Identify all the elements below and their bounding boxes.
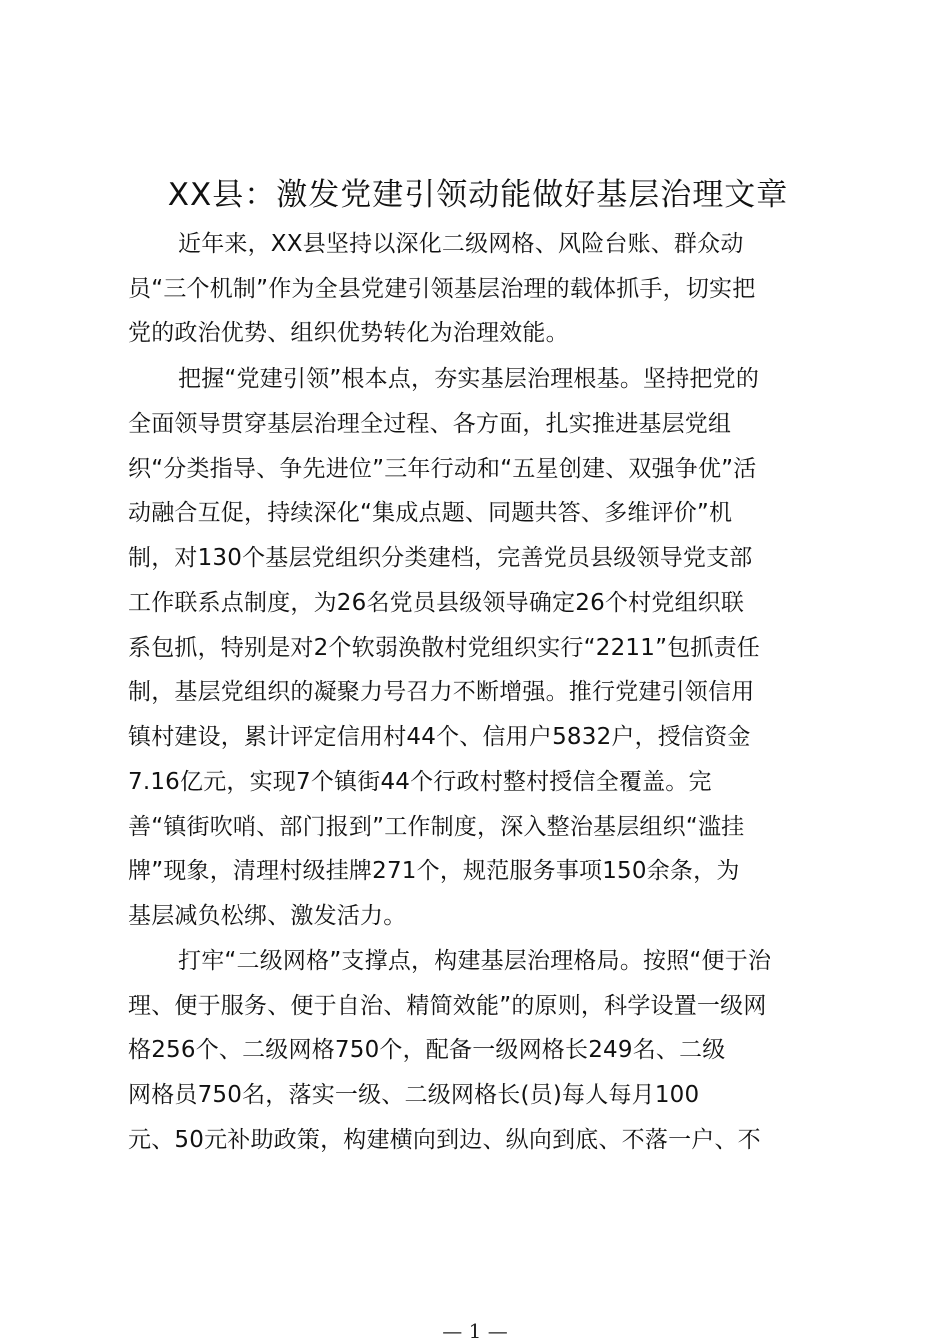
text-line: 员“三个机制”作为全县党建引领基层治理的载体抓手，切实把 xyxy=(128,276,756,302)
text-line: 镇村建设，累计评定信用村44个、信用户5832户，授信资金 xyxy=(128,724,751,750)
text-line: 格256个、二级网格750个，配备一级网格长249名、二级 xyxy=(128,1037,726,1063)
text-line: 党的政治优势、组织优势转化为治理效能。 xyxy=(128,320,569,346)
text-line: 网格员750名，落实一级、二级网格长(员)每人每月100 xyxy=(128,1082,700,1108)
text-line: 制，基层党组织的凝聚力号召力不断增强。推行党建引领信用 xyxy=(128,679,755,705)
text-line: 牌”现象，清理村级挂牌271个，规范服务事项150余条，为 xyxy=(128,858,740,884)
text-line: 打牢“二级网格”支撑点，构建基层治理格局。按照“便于治 xyxy=(178,948,772,974)
text-line: 善“镇街吹哨、部门报到”工作制度，深入整治基层组织“滥挂 xyxy=(128,814,745,840)
text-line: 系包抓，特别是对2个软弱涣散村党组织实行“2211”包抓责任 xyxy=(128,635,760,661)
text-line: 把握“党建引领”根本点，夯实基层治理根基。坚持把党的 xyxy=(178,366,760,392)
document-title: XX县：激发党建引领动能做好基层治理文章 xyxy=(167,177,789,213)
text-line: 理、便于服务、便于自治、精简效能”的原则，科学设置一级网 xyxy=(128,993,767,1019)
page-number: — 1 — xyxy=(442,1319,508,1343)
text-line: 基层减负松绑、激发活力。 xyxy=(128,903,407,929)
text-line: 工作联系点制度，为26名党员县级领导确定26个村党组织联 xyxy=(128,590,745,616)
text-line: 动融合互促，持续深化“集成点题、同题共答、多维评价”机 xyxy=(128,500,733,526)
text-line: 制，对130个基层党组织分类建档，完善党员县级领导党支部 xyxy=(128,545,753,571)
text-line: 7.16亿元，实现7个镇街44个行政村整村授信全覆盖。完 xyxy=(128,769,712,795)
text-line: 织“分类指导、争先进位”三年行动和“五星创建、双强争优”活 xyxy=(128,456,757,482)
text-line: 全面领导贯穿基层治理全过程、各方面，扎实推进基层党组 xyxy=(128,411,732,437)
text-line: 元、50元补助政策，构建横向到边、纵向到底、不落一户、不 xyxy=(128,1127,761,1153)
text-line: 近年来，XX县坚持以深化二级网格、风险台账、群众动 xyxy=(178,231,744,257)
